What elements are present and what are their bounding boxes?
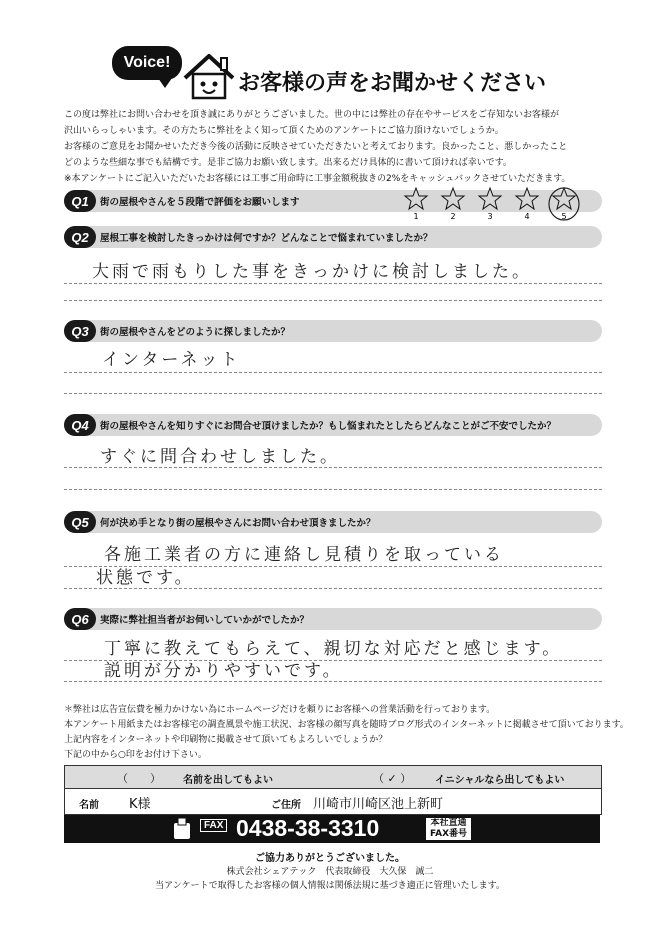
answer-q4-line: すぐに問合わせしました。 — [100, 447, 340, 467]
question-badge: Q2 — [64, 226, 96, 248]
consent-name-checkbox[interactable]: （ ） — [117, 772, 161, 785]
rating-stars[interactable] — [396, 186, 586, 222]
consent-initial-label: イニシャルなら出してもよい — [435, 775, 565, 786]
star-label: 1 — [413, 212, 419, 221]
question-text: 屋根工事を検討したきっかけは何ですか？どんなことで悩まれていましたか？ — [100, 233, 433, 244]
house-mascot-icon — [183, 52, 235, 102]
address-value[interactable]: 川崎市川崎区池上新町 — [313, 797, 444, 812]
answer-rule — [64, 372, 602, 373]
answer-rule — [64, 300, 602, 301]
question-text: 街の屋根やさんをどのように探しましたか？ — [100, 327, 291, 338]
answer-q3-line: インターネット — [102, 350, 241, 370]
question-badge: Q5 — [64, 511, 96, 533]
intro-line: どのような些細な事でも結構です。是非ご協力お願い致します。出来るだけ具体的に書いて頂ければ幸いです。 — [64, 158, 512, 168]
page-title: お客様の声をお聞かせください — [238, 71, 547, 96]
answer-rule — [64, 660, 602, 661]
question-5-bar — [64, 511, 602, 533]
name-label: 名前 — [79, 800, 99, 811]
note-line: 下記の中から○印をお付け下さい。 — [64, 750, 207, 760]
consent-name-label: 名前を出してもよい — [183, 775, 273, 786]
answer-q2-line: 大雨で雨もりした事をきっかけに検討しました。 — [92, 262, 532, 282]
answer-rule — [64, 566, 602, 567]
intro-line: ※本アンケートにご記入いただいたお客様には工事ご用命時に工事金額税抜きの2%をキャッシュバックさせていただきます。 — [64, 174, 571, 184]
question-3-bar — [64, 320, 602, 342]
star-label: 2 — [450, 212, 456, 221]
answer-rule — [64, 681, 602, 682]
voice-badge — [112, 46, 182, 80]
answer-q5-line: 状態です。 — [96, 568, 195, 588]
question-6-bar — [64, 608, 602, 630]
question-text: 街の屋根やさんを知りすぐにお問合せ頂けましたか？もし悩まれたとしたらどんなことがご不安でしたか？ — [100, 421, 557, 432]
consent-initial-checkbox[interactable]: （ ✓ ） — [373, 772, 412, 785]
fax-tag — [426, 818, 471, 840]
question-badge: Q1 — [64, 190, 96, 212]
note-line: 上記内容をインターネットや印刷物に掲載させて頂いてもよろしいでしょうか？ — [64, 735, 388, 745]
customer-info-row — [65, 789, 601, 814]
address-label: ご住所 — [271, 800, 301, 811]
star-label: 5 — [561, 212, 567, 221]
answer-q6-line: 説明が分かりやすいです。 — [104, 661, 343, 681]
intro-line: この度は弊社にお問い合わせを頂き誠にありがとうございました。世の中には弊社の存在やサービスをご存知ないお客様が — [64, 110, 560, 120]
question-2-bar — [64, 226, 602, 248]
name-value[interactable]: K様 — [129, 797, 151, 812]
voice-label: Voice! — [123, 54, 171, 71]
note-line: ＊弊社は広告宣伝費を極力かけない為にホームページだけを頼りにお客様への営業活動を行っております。 — [64, 705, 496, 715]
question-badge: Q6 — [64, 608, 96, 630]
answer-rule — [64, 283, 602, 284]
answer-q6-line: 丁寧に教えてもらえて、親切な対応だと感じます。 — [104, 639, 563, 659]
privacy-text: 当アンケートで取得したお客様の個人情報は関係法規に基づき適正に管理いたします。 — [155, 881, 505, 891]
star-1-icon[interactable] — [405, 188, 427, 221]
company-text: 株式会社シェアテック 代表取締役 大久保 誠二 — [226, 867, 434, 877]
consent-table — [64, 765, 602, 815]
question-4-bar — [64, 414, 602, 436]
consent-row — [65, 766, 601, 789]
star-4-icon[interactable] — [516, 188, 538, 221]
note-line: 本アンケート用紙またはお客様宅の調査風景や施工状況、お客様の顔写真を随時ブログ形式のインターネットに掲載させて頂いております。 — [64, 720, 629, 730]
star-5-icon[interactable] — [553, 188, 575, 221]
star-label: 3 — [487, 212, 493, 221]
question-text: 街の屋根やさんを５段階で評価をお願いします — [100, 197, 300, 208]
fax-tag-line: FAX番号 — [430, 829, 468, 839]
answer-q5-line: 各施工業者の方に連絡し見積りを取っている — [104, 545, 504, 565]
intro-line: 沢山いらっしゃいます。その方たちに弊社をよく知って頂くためのアンケートにご協力頂けないでしょうか。 — [64, 126, 504, 136]
star-3-icon[interactable] — [479, 188, 501, 221]
fax-machine-icon — [172, 817, 192, 841]
fax-tag-line: 本社直通 — [430, 818, 467, 828]
question-badge: Q4 — [64, 414, 96, 436]
question-text: 実際に弊社担当者がお伺いしていかがでしたか？ — [100, 615, 310, 626]
question-text: 何が決め手となり街の屋根やさんにお問い合わせ頂きましたか？ — [100, 518, 376, 529]
star-label: 4 — [524, 212, 530, 221]
fax-bar — [64, 815, 600, 843]
thanks-text: ご協力ありがとうございました。 — [255, 853, 405, 864]
question-badge: Q3 — [64, 320, 96, 342]
fax-number[interactable]: 0438-38-3310 — [236, 815, 380, 841]
publication-notes — [64, 703, 629, 763]
answer-rule — [64, 393, 602, 394]
answer-rule — [64, 467, 602, 468]
intro-line: お客様のご意見をお聞かせいただき今後の活動に反映させていただきたいと考えております。良かったこと、悪しかったこと — [64, 142, 568, 152]
fax-badge: FAX — [200, 819, 227, 832]
answer-rule — [64, 489, 602, 490]
intro-text — [64, 107, 604, 187]
star-2-icon[interactable] — [442, 188, 464, 221]
answer-rule — [64, 588, 602, 589]
